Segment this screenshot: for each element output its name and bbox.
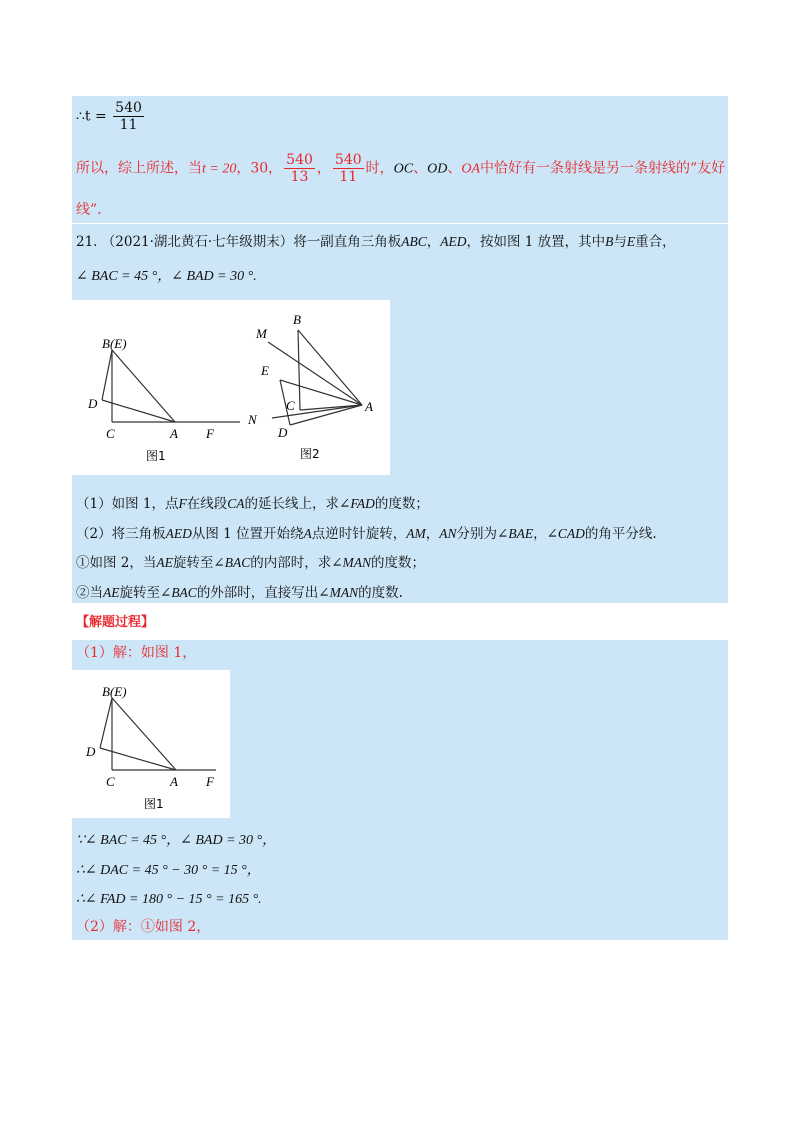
sol-fig-label-f: F xyxy=(206,774,214,789)
fig2-label-d: D xyxy=(278,425,288,440)
fig2-label-b: B xyxy=(293,312,301,327)
line-m-a xyxy=(268,342,362,405)
line-da xyxy=(102,400,175,422)
problem-given: ∠ BAC = 45 °，∠ BAD = 30 °. xyxy=(76,269,257,284)
question-1: （1）如图 1，点F在线段CA的延长线上，求∠FAD的度数； xyxy=(76,496,429,512)
sol-fig-label-be: B(E) xyxy=(102,684,127,699)
fig2-label-c: C xyxy=(286,398,295,413)
solution-line-1: ∵∠ BAC = 45 °，∠ BAD = 30 °， xyxy=(76,833,277,848)
fig1-label-c: C xyxy=(106,426,115,441)
fig1-label-f: F xyxy=(206,426,214,441)
line-b-a2 xyxy=(298,330,362,405)
sol-line-ed xyxy=(100,698,112,748)
line-ba xyxy=(112,350,175,422)
fig1-caption: 图1 xyxy=(146,449,166,463)
figures-svg xyxy=(72,300,390,475)
question-2a: ①如图 2，当AE旋转至∠BAC的内部时，求∠MAN的度数； xyxy=(76,555,426,571)
fig2-label-m: M xyxy=(256,326,267,341)
problem-line-1: 21. （2021·湖北黄石·七年级期末）将一副直角三角板ABC，AED，按如图 1 放置，其中B与E重合， xyxy=(76,234,676,250)
line-b-c2 xyxy=(298,330,300,410)
sol-line-ba xyxy=(112,698,176,770)
sol-fig-label-d: D xyxy=(86,744,96,759)
solution-figure-1 xyxy=(72,670,230,818)
figure-2 xyxy=(268,330,362,425)
solution-figure-lines xyxy=(100,698,216,770)
line-ed xyxy=(102,350,112,400)
question-2: （2）将三角板AED从图 1 位置开始绕A点逆时针旋转，AM，AN分别为∠BAE，∠CAD的角平分线. xyxy=(76,526,657,542)
fraction-540-11-b: $\frac{540}{11}$ xyxy=(334,152,362,185)
fraction-540-11: $\frac{540}{11}$ xyxy=(115,100,142,133)
fig1-label-a: A xyxy=(170,426,178,441)
sol-fig-label-a: A xyxy=(170,774,178,789)
solution-header: 【解题过程】 xyxy=(76,615,155,630)
sol-fig-label-c: C xyxy=(106,774,115,789)
fig2-label-a: A xyxy=(365,399,373,414)
summary-line-2: 线”. xyxy=(76,202,102,218)
fig2-caption: 图2 xyxy=(300,447,320,461)
fig2-label-e: E xyxy=(261,363,269,378)
solution-line-2: ∴∠ DAC = 45 ° − 30 ° = 15 °， xyxy=(76,863,261,878)
figures-bg-right xyxy=(390,300,728,475)
fraction-540-13: $\frac{540}{13}$ xyxy=(286,152,313,185)
therefore-t-line: ∴t = $\frac{540}{11}$ xyxy=(76,100,142,133)
solution-step-1: （1）解：如图 1， xyxy=(76,645,197,661)
fig1-label-d: D xyxy=(88,396,98,411)
solution-step-2: （2）解：①如图 2， xyxy=(76,919,211,935)
fig2-label-n: N xyxy=(248,412,257,427)
summary-line: 所以，综上所述，当t = 20，30， $\frac{540}{13}$ ， $\frac{540}{11}$ 时，OC、OD、OA中恰好有一条射线是另一条射线的“友好 xyxy=(76,152,726,185)
question-2b: ②当AE旋转至∠BAC的外部时，直接写出∠MAN的度数. xyxy=(76,585,403,601)
sol-fig-caption: 图1 xyxy=(144,797,164,811)
figure-1 xyxy=(102,350,240,422)
solution-figure-svg xyxy=(72,670,230,818)
solution-line-3: ∴∠ FAD = 180 ° − 15 ° = 165 °. xyxy=(76,892,262,907)
figures-panel xyxy=(72,300,390,475)
fig1-label-be: B(E) xyxy=(102,336,127,351)
